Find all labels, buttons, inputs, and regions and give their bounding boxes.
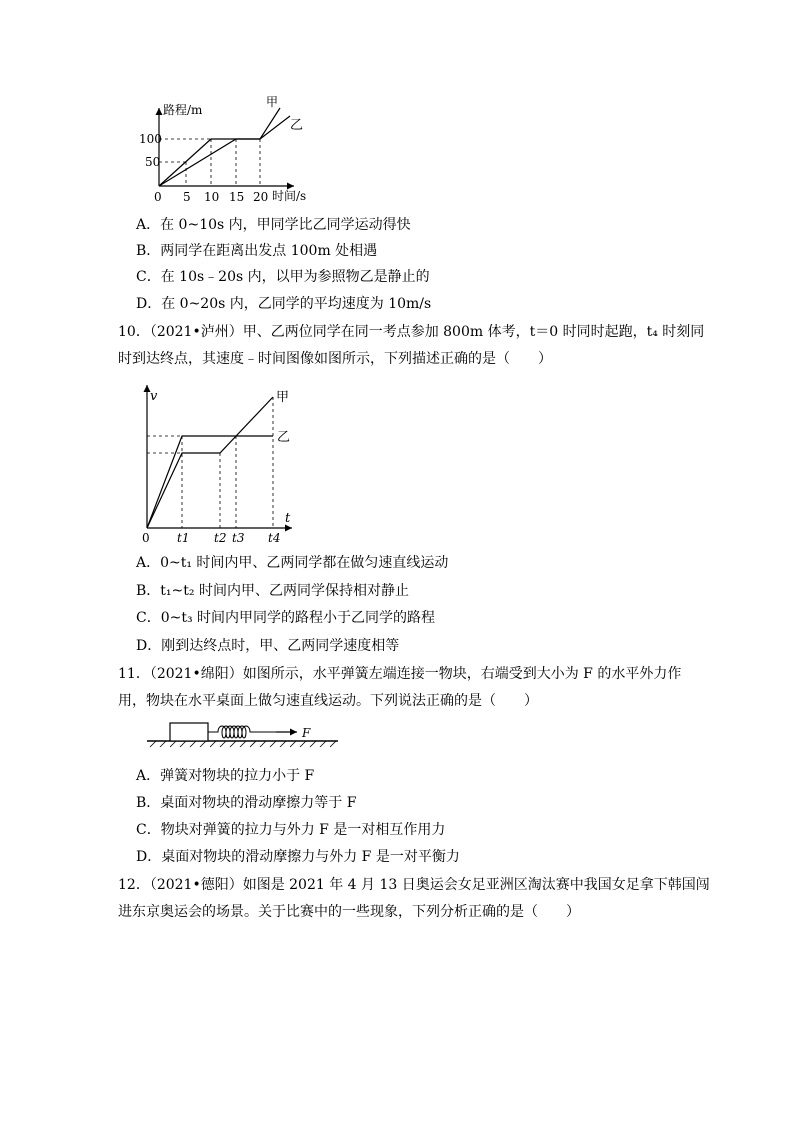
q9-x-tick-15: 15 xyxy=(229,190,245,204)
q9-y-tick-100: 100 xyxy=(139,132,162,146)
q10-y-axis-label: v xyxy=(150,389,158,404)
q9-option-a: A．在 0~10s 内，甲同学比乙同学运动得快 xyxy=(136,217,411,233)
q11-stem-line1: 11．（2021•绵阳）如图所示，水平弹簧左端连接一物块，右端受到大小为 F 的水平外力作 xyxy=(118,666,682,682)
q9-legend-jia: 甲 xyxy=(266,95,279,109)
q9-option-b: B．两同学在距离出发点 100m 处相遇 xyxy=(136,243,378,259)
q9-x-axis-label: 时间/s xyxy=(272,189,307,203)
q10-x-tick-t2: t2 xyxy=(214,531,227,545)
q11-table-hatching xyxy=(150,741,336,747)
q9-y-tick-50: 50 xyxy=(145,155,161,169)
q10-option-d: D．刚到达终点时，甲、乙两同学速度相等 xyxy=(136,638,400,654)
q9-y-axis-label: 路程/m xyxy=(163,103,203,117)
q10-option-b: B．t₁~t₂ 时间内甲、乙两同学保持相对静止 xyxy=(136,583,409,599)
q9-x-tick-20: 20 xyxy=(253,190,269,204)
q9-x-tick-5: 5 xyxy=(183,190,191,204)
q11-block xyxy=(170,723,208,741)
q9-option-d: D．在 0~20s 内，乙同学的平均速度为 10m/s xyxy=(136,296,432,312)
q11-stem-line2: 用，物块在水平桌面上做匀速直线运动。下列说法正确的是（ ） xyxy=(118,693,538,709)
q10-option-c: C．0~t₃ 时间内甲同学的路程小于乙同学的路程 xyxy=(136,610,436,626)
q10-x-tick-t3: t3 xyxy=(232,531,245,545)
q10-option-a: A．0~t₁ 时间内甲、乙两同学都在做匀速直线运动 xyxy=(136,555,449,571)
q10-x-tick-t4: t4 xyxy=(268,531,281,545)
q10-origin-label: 0 xyxy=(142,531,150,545)
q9-legend-yi: 乙 xyxy=(290,118,304,133)
q9-x-tick-10: 10 xyxy=(204,190,220,204)
q10-x-tick-t1: t1 xyxy=(177,531,190,545)
q11-spring xyxy=(208,726,276,738)
q12-stem-line1: 12．（2021•德阳）如图是 2021 年 4 月 13 日奥运会女足亚洲区淘汰赛中我国女足拿下韩国闯 xyxy=(118,877,710,893)
q10-stem-line1: 10．（2021•泸州）甲、乙两位同学在同一考点参加 800m 体考，t＝0 时同时起跑，t₄ 时刻同 xyxy=(118,324,705,340)
q10-x-axis-label: t xyxy=(285,511,291,526)
q10-stem-line2: 时到达终点，其速度﹣时间图像如图所示，下列描述正确的是（ ） xyxy=(118,351,552,367)
q11-option-d: D．桌面对物块的滑动摩擦力与外力 F 是一对平衡力 xyxy=(136,849,460,865)
q10-legend-yi: 乙 xyxy=(277,430,291,445)
q12-stem-line2: 进东京奥运会的场景。关于比赛中的一些现象，下列分析正确的是（ ） xyxy=(118,904,580,920)
q11-option-a: A．弹簧对物块的拉力小于 F xyxy=(136,768,315,784)
q11-force-label: F xyxy=(302,726,311,740)
q10-legend-jia: 甲 xyxy=(276,390,290,405)
q9-origin-label: 0 xyxy=(154,190,162,204)
q11-option-b: B．桌面对物块的滑动摩擦力等于 F xyxy=(136,795,357,811)
q9-option-c: C．在 10s﹣20s 内，以甲为参照物乙是静止的 xyxy=(136,269,430,285)
q11-option-c: C．物块对弹簧的拉力与外力 F 是一对相互作用力 xyxy=(136,822,446,838)
